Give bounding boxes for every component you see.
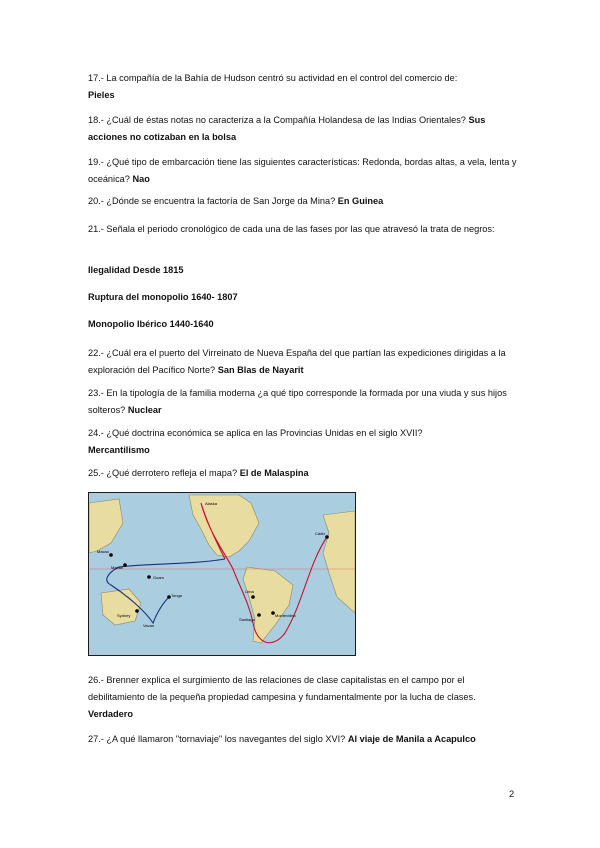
question-text: 23.- En la tipología de la familia moderna ¿a qué tipo corresponde la formada por una viuda y sus hijos solteros? [88,388,507,415]
map-label: Cádiz [315,531,326,536]
answer: Sus acciones no cotizaban en la bolsa [88,115,486,142]
answer: Nuclear [127,405,162,415]
city-dot [109,553,113,557]
question-22 [88,345,518,379]
map-label: Santiago [239,617,255,622]
map-label: Manila [111,565,123,570]
page-number: 2 [509,789,515,799]
question-24 [88,425,518,459]
question-text: 18.- ¿Cuál de éstas notas no caracteriza a la Compañía Holandesa de las Indias Orientales? [88,115,466,125]
question-25 [88,465,518,482]
map-label: Sydney [117,613,131,618]
question-text: 27.- ¿A qué llamaron "tornaviaje" los navegantes del siglo XVI? [88,734,346,744]
answer: El de Malaspina [239,468,309,478]
route-map-svg [89,493,355,655]
question-27 [88,731,518,748]
map-label: Tonga [171,593,182,598]
route-map [88,492,356,656]
land-australia [101,589,141,625]
question-19 [88,154,518,188]
question-21 [88,221,518,238]
question-text: 24.- ¿Qué doctrina económica se aplica en las Provincias Unidas en el siglo XVII? [88,428,423,438]
map-label: Alaska [205,501,218,506]
question-text: 17.- La compañía de la Bahía de Hudson centró su actividad en el control del comercio de: [88,73,458,83]
answer: San Blas de Nayarit [217,365,304,375]
phase-item: Ruptura del monopolio 1640- 1807 [88,292,238,302]
question-text: 21.- Señala el periodo cronológico de cada una de las fases por las que atravesó la trata de negros: [88,224,495,234]
question-text: 25.- ¿Qué derrotero refleja el mapa? [88,468,238,478]
map-label: Macao [97,549,110,554]
question-text: 19.- ¿Qué tipo de embarcación tiene las siguientes características: Redonda, bordas altas, a vela, lenta y oceánica? [88,157,517,184]
land-asia [89,499,123,553]
city-dot [135,609,139,613]
land-europe-africa [323,511,355,613]
answer: Pieles [88,90,115,100]
question-26 [88,672,518,723]
question-18 [88,112,518,146]
land-north-america [189,495,259,557]
city-dot [123,563,127,567]
phase-item: Monopolio Ibérico 1440-1640 [88,319,214,329]
city-dot [251,595,255,599]
answer: Al viaje de Manila a Acapulco [347,734,476,744]
answer: Nao [132,174,150,184]
question-17 [88,70,518,104]
map-label: Guam [153,575,164,580]
question-text: 26.- Brenner explica el surgimiento de las relaciones de clase capitalistas en el campo por el debilitamiento de la pequeña propiedad campesina y fundamentalmente por la lucha de clases. [88,675,476,702]
question-text: 20.- ¿Dónde se encuentra la factoría de San Jorge da Mina? [88,196,336,206]
answer: Verdadero [88,709,133,719]
city-dot [325,535,329,539]
answer: En Guinea [337,196,384,206]
map-label: Montevideo [275,613,296,618]
answer: Mercantilismo [88,445,150,455]
question-20 [88,193,518,210]
question-23 [88,385,518,419]
map-label: Vavao [143,623,155,628]
map-label: Lima [245,589,254,594]
question-text: 22.- ¿Cuál era el puerto del Virreinato de Nueva España del que partían las expediciones dirigidas a la exploración del Pacífico Norte? [88,348,506,375]
city-dot [257,613,261,617]
city-dot [147,575,151,579]
phase-item: Ilegalidad Desde 1815 [88,265,184,275]
